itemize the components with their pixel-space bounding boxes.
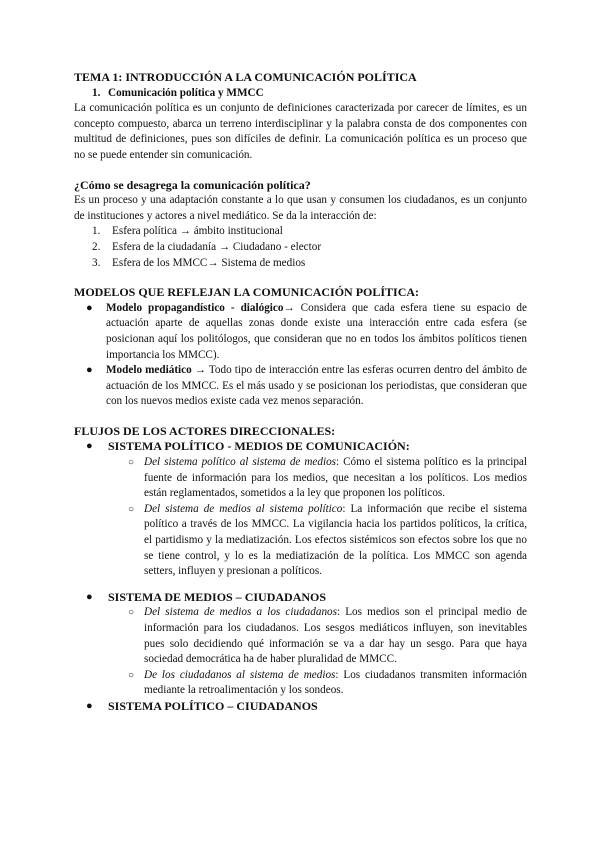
flow-heading: ● SISTEMA POLÍTICO – CIUDADANOS	[86, 698, 318, 713]
flow-heading: ● SISTEMA DE MEDIOS – CIUDADANOS	[86, 589, 327, 604]
document-page	[74, 70, 527, 715]
list-item: 2. Esfera de la ciudadanía → Ciudadano - elector	[92, 240, 322, 253]
list-item: 1. Esfera política → ámbito institucional	[92, 225, 283, 238]
flows-heading: FLUJOS DE LOS ACTORES DIRECCIONALES:	[74, 423, 336, 438]
circle-bullet-icon: ○	[128, 669, 135, 681]
section-heading: 1. Comunicación política y MMCC	[92, 86, 264, 99]
list-item: 3. Esfera de los MMCC→ Sistema de medios	[92, 256, 306, 269]
list-item: ○ De los ciudadanos al sistema de medios: Los ciudadanos transmiten información mediante la retroalimentación y los sondeos.	[128, 668, 527, 699]
list-item: ● Modelo propagandístico - dialógico→ Considera que cada esfera tiene su espacio de actuación aparte de aquellas zonas donde existe una interacción entre cada esfera (se posicionan aquí los politólogos, que consideran que no en todos los ámbitos políticos tienen importancia los MMCC).	[86, 301, 527, 363]
bullet-icon: ●	[86, 699, 93, 712]
question-heading: ¿Cómo se desagrega la comunicación política?	[74, 177, 311, 192]
intro-paragraph: La comunicación política es un conjunto de definiciones caracterizada por carecer de límites, es un concepto compuesto, abarca un terreno interdisciplinar y la palabra consta de dos componentes con multitud de definiciones, pues son difíciles de definir. La comunicación política es un proceso que no se puede entender sin comunicación.	[74, 102, 527, 161]
models-heading: MODELOS QUE REFLEJAN LA COMUNICACIÓN POLÍTICA:	[74, 285, 420, 300]
circle-bullet-icon: ○	[128, 607, 135, 619]
list-item: ○ Del sistema de medios a los ciudadanos: Los medios son el principal medio de información para los ciudadanos. Los sesgos mediáticos influyen, son inevitables pues solo decidiendo qué información se va a dar hay un sesgo. Para que haya sociedad democrática ha de haber pluralidad de MMCC.	[128, 605, 527, 667]
flow-heading: ● SISTEMA POLÍTICO - MEDIOS DE COMUNICACIÓN:	[86, 439, 410, 454]
list-item: ○ Del sistema de medios al sistema político: La información que recibe el sistema político a través de los MMCC. La vigilancia hacia los partidos políticos, la crítica, el partidismo y la mediatización. Los efectos sistémicos son efectos sobre los que no se tiene control, y lo es la mediatización de la política. Los MMCC son agenda setters, influyen y presionan a políticos.	[128, 502, 527, 580]
bullet-icon: ●	[86, 590, 93, 603]
document-title: TEMA 1: INTRODUCCIÓN A LA COMUNICACIÓN POLÍTICA	[74, 70, 417, 84]
circle-bullet-icon: ○	[128, 457, 135, 469]
list-item: ○ Del sistema político al sistema de medios: Cómo el sistema político es la principal fuente de información para los medios, que necesitan a los políticos. Los medios están reglamentados, sometidos a la ley que proponen los políticos.	[128, 455, 527, 502]
list-item: ● Modelo mediático → Todo tipo de interacción entre las esferas ocurren dentro del ámbito de actuación de los MMCC. Es el más usado y se posicionan los periodistas, que consideran que con los nuevos medios existe cada vez menos separación.	[86, 363, 527, 410]
bullet-icon: ●	[86, 440, 93, 453]
question-paragraph: Es un proceso y una adaptación constante a lo que usan y consumen los ciudadanos, es un conjunto de instituciones y actores a nivel mediático. Se da la interacción de:	[74, 194, 527, 222]
spheres-list	[92, 224, 527, 271]
bullet-icon: ●	[86, 301, 93, 314]
bullet-icon: ●	[86, 364, 93, 377]
circle-bullet-icon: ○	[128, 503, 135, 515]
